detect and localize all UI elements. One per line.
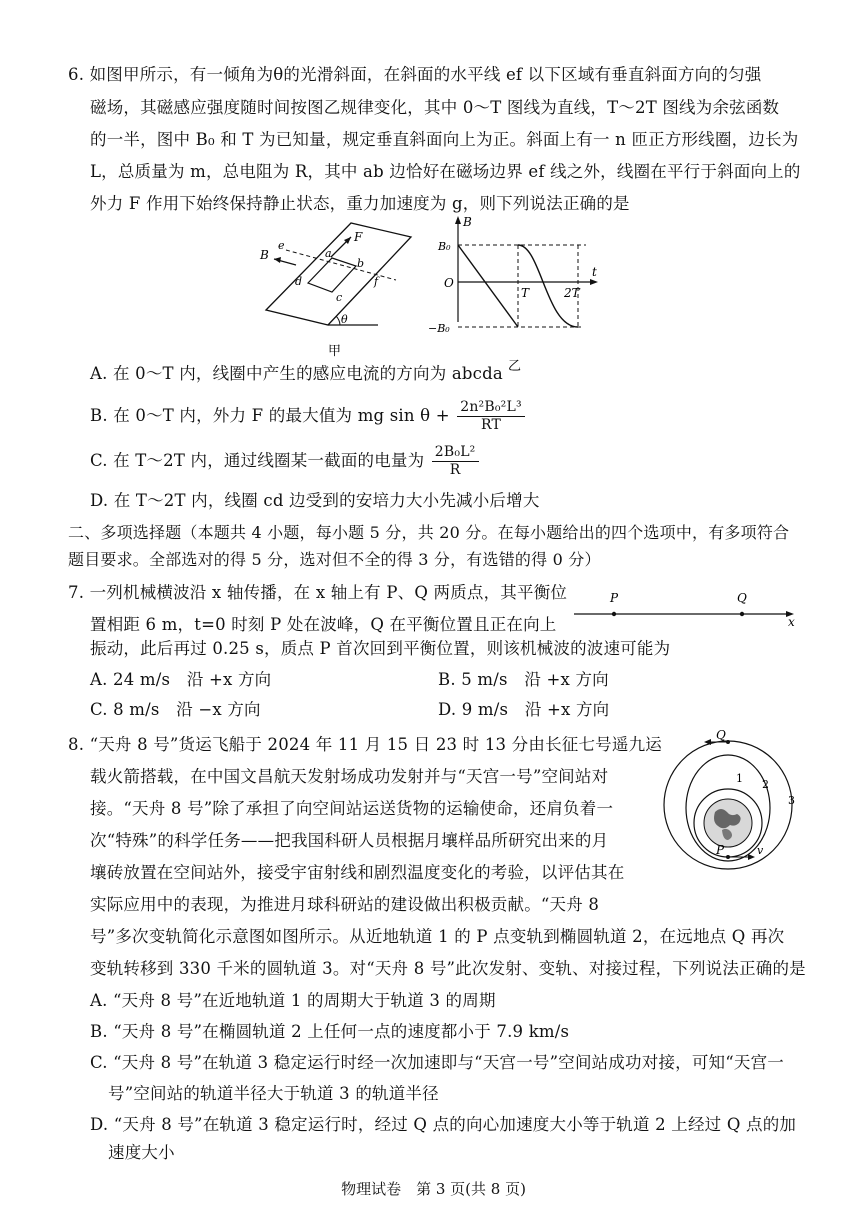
q7-option-c: C. 8 m/s 沿 −x 方向 bbox=[90, 700, 261, 719]
q6-option-c-denominator: R bbox=[449, 462, 461, 478]
b-t-graph bbox=[426, 212, 606, 377]
field-arrow-head bbox=[274, 257, 281, 263]
q6-option-b-numerator: 2n²B₀²L³ bbox=[457, 399, 525, 417]
q8-stem-line-8: 变轨转移到 330 千米的圆轨道 3。对“天舟 8 号”此次发射、变轨、对接过程，下列说法正确的是 bbox=[90, 959, 806, 978]
q6-option-b-text: B. 在 0～T 内，外力 F 的最大值为 mg sin θ + bbox=[90, 406, 450, 425]
v-label: v bbox=[757, 844, 764, 857]
T-label: T bbox=[521, 286, 530, 300]
x-axis-label: x bbox=[788, 615, 795, 629]
q7-option-a: A. 24 m/s 沿 +x 方向 bbox=[90, 670, 272, 689]
point-q-label: Q bbox=[737, 591, 747, 605]
2T-label: 2T bbox=[564, 286, 580, 300]
theta-arc bbox=[336, 316, 340, 325]
orbit-3-label: 3 bbox=[788, 794, 795, 807]
B-label: B bbox=[260, 248, 269, 262]
b-axis-arrow bbox=[455, 216, 461, 224]
c-label: c bbox=[336, 291, 343, 304]
q8-stem-line-3: 接。“天舟 8 号”除了承担了向空间站运送货物的运输使命，还肩负着一 bbox=[90, 799, 614, 818]
linear-segment bbox=[458, 245, 518, 327]
q8-stem-line-1: 8. “天舟 8 号”货运飞船于 2024 年 11 月 15 日 23 时 13 分由长征七号遥九运 bbox=[68, 735, 662, 754]
q-label: Q bbox=[716, 728, 726, 742]
q8-option-d-line-1: D. “天舟 8 号”在轨道 3 稳定运行时，经过 Q 点的向心加速度大小等于轨道 2 上经过 Q 点的加 bbox=[90, 1115, 797, 1134]
ef-boundary-line bbox=[286, 250, 396, 280]
incline-figure bbox=[256, 215, 416, 365]
d-label: d bbox=[295, 275, 303, 288]
incline-plane bbox=[266, 223, 411, 325]
q7-option-d: D. 9 m/s 沿 +x 方向 bbox=[438, 700, 610, 719]
q6-option-c bbox=[90, 443, 481, 483]
q7-stem-line-3: 振动，此后再过 0.25 s，质点 P 首次回到平衡位置，则该机械波的波速可能为 bbox=[90, 639, 671, 658]
q6-stem-line-4: L，总质量为 m，总电阻为 R，其中 ab 边恰好在磁场边界 ef 线之外，线圈在平行于斜面向上的 bbox=[90, 162, 801, 181]
q6-stem-line-3: 的一半，图中 B₀ 和 T 为已知量，规定垂直斜面向上为正。斜面上有一 n 匝正方形线圈，边长为 bbox=[90, 130, 799, 149]
q6-option-c-fraction bbox=[432, 444, 479, 479]
t-axis-arrow bbox=[590, 279, 598, 285]
q8-stem-line-4: 次“特殊”的科学任务——把我国科研人员根据月壤样品所研究出来的月 bbox=[90, 831, 609, 850]
point-p-label: P bbox=[610, 591, 619, 605]
q8-stem-line-5: 壤砖放置在空间站外，接受宇宙射线和剧烈温度变化的考验，以评估其在 bbox=[90, 863, 625, 882]
q8-option-a: A. “天舟 8 号”在近地轨道 1 的周期大于轨道 3 的周期 bbox=[90, 991, 496, 1010]
q6-option-c-text: C. 在 T～2T 内，通过线圈某一截面的电量为 bbox=[90, 451, 425, 470]
point-p bbox=[612, 612, 616, 616]
section2-heading-line-2: 题目要求。全部选对的得 5 分，选对但不全的得 3 分，有选错的得 0 分） bbox=[68, 550, 601, 569]
q6-option-a: A. 在 0～T 内，线圈中产生的感应电流的方向为 abcda bbox=[90, 364, 503, 383]
fig-jia-caption: 甲 bbox=[328, 344, 342, 359]
p-label: P bbox=[716, 843, 725, 857]
b-label: b bbox=[357, 257, 365, 270]
q8-option-d-line-2: 速度大小 bbox=[108, 1143, 175, 1162]
orbit-1-label: 1 bbox=[736, 772, 743, 785]
q8-stem-line-6: 实际应用中的表现，为推进月球科研站的建设做出积极贡献。“天舟 8 bbox=[90, 895, 600, 914]
q6-stem-line-5: 外力 F 作用下始终保持静止状态，重力加速度为 g，则下列说法正确的是 bbox=[90, 194, 630, 213]
t-axis-label: t bbox=[592, 265, 597, 279]
q6-stem-line-1: 6. 如图甲所示，有一倾角为θ的光滑斜面，在斜面的水平线 ef 以下区域有垂直斜面方向的匀强 bbox=[68, 65, 762, 84]
orbit-figure bbox=[660, 730, 800, 875]
F-label: F bbox=[354, 230, 363, 244]
orbit-2-label: 2 bbox=[762, 778, 769, 791]
q6-option-c-numerator: 2B₀L² bbox=[432, 444, 479, 462]
b-axis-label: B bbox=[463, 215, 472, 229]
q8-stem-line-7: 号”多次变轨简化示意图如图所示。从近地轨道 1 的 P 点变轨到椭圆轨道 2，在远地点 Q 再次 bbox=[90, 927, 785, 946]
section2-heading-line-1: 二、多项选择题（本题共 4 小题，每小题 5 分，共 20 分。在每小题给出的四个选项中，有多项符合 bbox=[68, 523, 790, 542]
q8-option-b: B. “天舟 8 号”在椭圆轨道 2 上任何一点的速度都小于 7.9 km/s bbox=[90, 1022, 570, 1041]
e-label: e bbox=[278, 239, 285, 252]
page-footer: 物理试卷 第 3 页(共 8 页) bbox=[341, 1180, 526, 1198]
point-q bbox=[740, 612, 744, 616]
origin-label: O bbox=[444, 276, 454, 290]
q8-stem-line-2: 载火箭搭载，在中国文昌航天发射场成功发射并与“天宫一号”空间站对 bbox=[90, 767, 609, 786]
b0-label: B₀ bbox=[438, 240, 451, 253]
wave-axis-figure bbox=[570, 590, 800, 630]
q6-stem-line-2: 磁场，其磁感应强度随时间按图乙规律变化，其中 0～T 图线为直线，T～2T 图线为余弦函数 bbox=[90, 98, 780, 117]
q6-option-b-denominator: RT bbox=[480, 417, 502, 433]
q7-stem-line-2: 置相距 6 m，t=0 时刻 P 处在波峰，Q 在平衡位置且正在向上 bbox=[90, 615, 557, 634]
square-coil bbox=[308, 258, 356, 292]
fig-yi-caption: 乙 bbox=[508, 359, 522, 374]
theta-label: θ bbox=[341, 313, 348, 326]
q8-option-c-line-2: 号”空间站的轨道半径大于轨道 3 的轨道半径 bbox=[108, 1084, 439, 1103]
q6-option-d: D. 在 T～2T 内，线圈 cd 边受到的安培力大小先减小后增大 bbox=[90, 491, 540, 510]
q6-option-b-fraction bbox=[457, 399, 525, 434]
neg-b0-label: −B₀ bbox=[428, 322, 450, 335]
q7-stem-line-1: 7. 一列机械横波沿 x 轴传播，在 x 轴上有 P、Q 两质点，其平衡位 bbox=[68, 583, 568, 602]
q7-option-b: B. 5 m/s 沿 +x 方向 bbox=[438, 670, 609, 689]
a-label: a bbox=[325, 247, 332, 260]
q6-option-b bbox=[90, 398, 527, 438]
q8-option-c-line-1: C. “天舟 8 号”在轨道 3 稳定运行时经一次加速即与“天宫一号”空间站成功对接，可知“天宫一 bbox=[90, 1053, 784, 1072]
f-label: f bbox=[374, 275, 379, 288]
